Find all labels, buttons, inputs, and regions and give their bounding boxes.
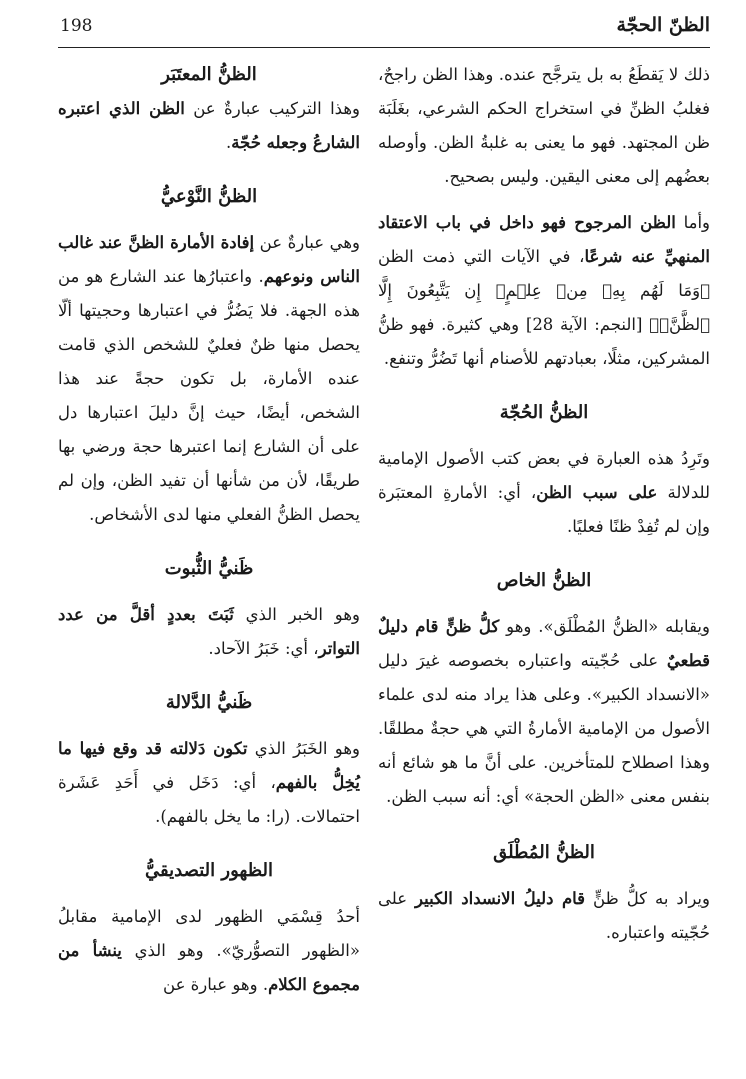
paragraph: [58, 732, 360, 834]
entry-title: ظَنيُّ الثُّبوت: [164, 558, 254, 579]
entry-title: الظنُّ المعتَبَر: [161, 64, 257, 85]
paragraph-text: على حُجّيته واعتباره بخصوصه غيرَ دليل «الانسداد الكبير». وعلى هذا يراد منه لدى علماء الأصول من الإمامية الأمارةُ التي هي حجةٌ مطلقًا. وهذا اصطلاح للمتأخرين. على أنَّ ما هو شائع أنه بنفس معنى «الظن الحجة» أي: أنه سبب الظن.: [378, 651, 710, 806]
paragraph: [378, 442, 710, 544]
paragraph-text: ، أي: الأمارةِ المعتبَرة وإن لم تُفِدْ ظنًا فعليًا.: [378, 483, 710, 536]
paragraph-text: وتَرِدُ هذه العبارة في بعض كتب الأصول الإمامية للدلالة: [378, 449, 710, 502]
paragraph: [58, 226, 360, 532]
entry-title: الظنُّ المُطْلَق: [493, 842, 595, 863]
paragraph-text: ويراد به كلُّ ظنٍّ: [585, 889, 710, 908]
entry-title: الظهور التصديقيُّ: [145, 860, 273, 881]
paragraph-text: ويقابله «الظنُّ المُطْلَق». وهو: [499, 617, 710, 636]
left-column: [58, 58, 360, 1002]
paragraph-text: .: [225, 133, 232, 152]
header-rule: [58, 47, 710, 48]
bold-term: الظن الذي اعتبره الشارعُ وجعله حُجّة: [58, 99, 360, 152]
page-number: 198: [60, 16, 93, 36]
paragraph-text: ، في الآيات التي ذمت الظن: [378, 247, 585, 266]
bold-term: تكون دَلالته قد وقع فيها ما يُخِلُّ بالفهم: [58, 739, 360, 792]
paragraph-text: وهذا التركيب عبارةٌ عن: [184, 99, 360, 118]
bold-term: ينشأ من مجموع الكلام: [58, 941, 360, 994]
right-column: [378, 58, 710, 950]
paragraph-text: . واعتبارُها عند الشارع هو من هذه الجهة. فلا يَضُرُّ في اعتبارها وحجيتها ألّا يحصل منها ظنٌ فعليٌ للشخص الذي قامت عنده الأمارة، بل تكون حجةً عند هذا الشخص، أيضًا، حيث إنَّ دليلَ اعتبارها دل على أن الشارع إنما اعتبرها حجة ورضي بها طريقًا، لأن من شأنها أن تفيد الظن، وإن لم يحصل الظنُّ الفعلي منها لدى الأشخاص.: [58, 267, 360, 524]
entry-title: الظنُّ الخاص: [496, 570, 592, 591]
quran-verse: ﴿وَمَا لَهُم بِهِۦ مِنۡ عِلۡمٍۖ إِن يَتَّبِعُونَ إِلَّا ٱلظَّنَّۖ﴾: [378, 281, 710, 334]
paragraph-text: على حُجّيته واعتباره.: [378, 889, 710, 942]
bold-term: كلُّ ظنٍّ قام دليلٌ قطعيٌ: [378, 617, 710, 670]
paragraph: [378, 610, 710, 814]
entry-title: الظنُّ الحُجّة: [499, 402, 589, 423]
running-title: الظنّ الحجّة: [616, 14, 710, 36]
paragraph: [378, 206, 710, 376]
paragraph-text: ، أي: خَبَرُ الآحاد.: [208, 639, 319, 658]
paragraph: [58, 92, 360, 160]
entry-title: ظَنيُّ الدَّلالة: [165, 692, 253, 713]
bold-term: ثَبَتَ بعددٍ أقلَّ من عدد التواتر: [58, 605, 360, 658]
paragraph: [378, 58, 710, 194]
entry-title: الظنُّ النَّوْعيُّ: [160, 186, 258, 207]
bold-term: قام دليلُ الانسداد الكبير: [415, 889, 586, 908]
bold-term: الظن المرجوح فهو داخل في باب الاعتقاد المنهيِّ عنه شرعًا: [378, 213, 710, 266]
paragraph-text: وأما: [675, 213, 710, 232]
paragraph-text: أحدُ قِسْمَي الظهور لدى الإمامية مقابلُ «الظهور التصوُّريّ». وهو الذي: [58, 907, 360, 960]
paragraph-text: . وهو عبارة عن: [163, 975, 269, 994]
paragraph: [378, 882, 710, 950]
paragraph-text: [النجم: الآية 28] وهي كثيرة. فهو ظنُّ المشركين، مثلًا، بعبادتهم للأصنام أنها تَضُرُّ وتنفع.: [378, 315, 710, 368]
paragraph-text: وهو الخَبَرُ الذي: [247, 739, 360, 758]
paragraph-text: وهي عبارةٌ عن: [254, 233, 360, 252]
paragraph-text: ذلك لا يَقطَعُ به بل يترجَّح عنده. وهذا الظن راجحٌ، فغلبُ الظنِّ في استخراج الحكم الشرعي، بغَلَبَة ظن المجتهد. فهو ما يعنى به غلبةُ الظن. وأوصله بعضُهم إلى معنى اليقين. وليس بصحيح.: [378, 65, 710, 186]
page-header: [0, 0, 746, 50]
paragraph-text: وهو الخبر الذي: [233, 605, 361, 624]
bold-term: على سبب الظن: [536, 483, 658, 502]
paragraph-text: ، أي: دَخَل في أَحَدِ عَشَرة احتمالات. (را: ما يخل بالفهم).: [58, 773, 360, 826]
paragraph: [58, 598, 360, 666]
bold-term: إفادة الأمارة الظنَّ عند غالب الناس ونوعهم: [58, 233, 360, 286]
paragraph: [58, 900, 360, 1002]
